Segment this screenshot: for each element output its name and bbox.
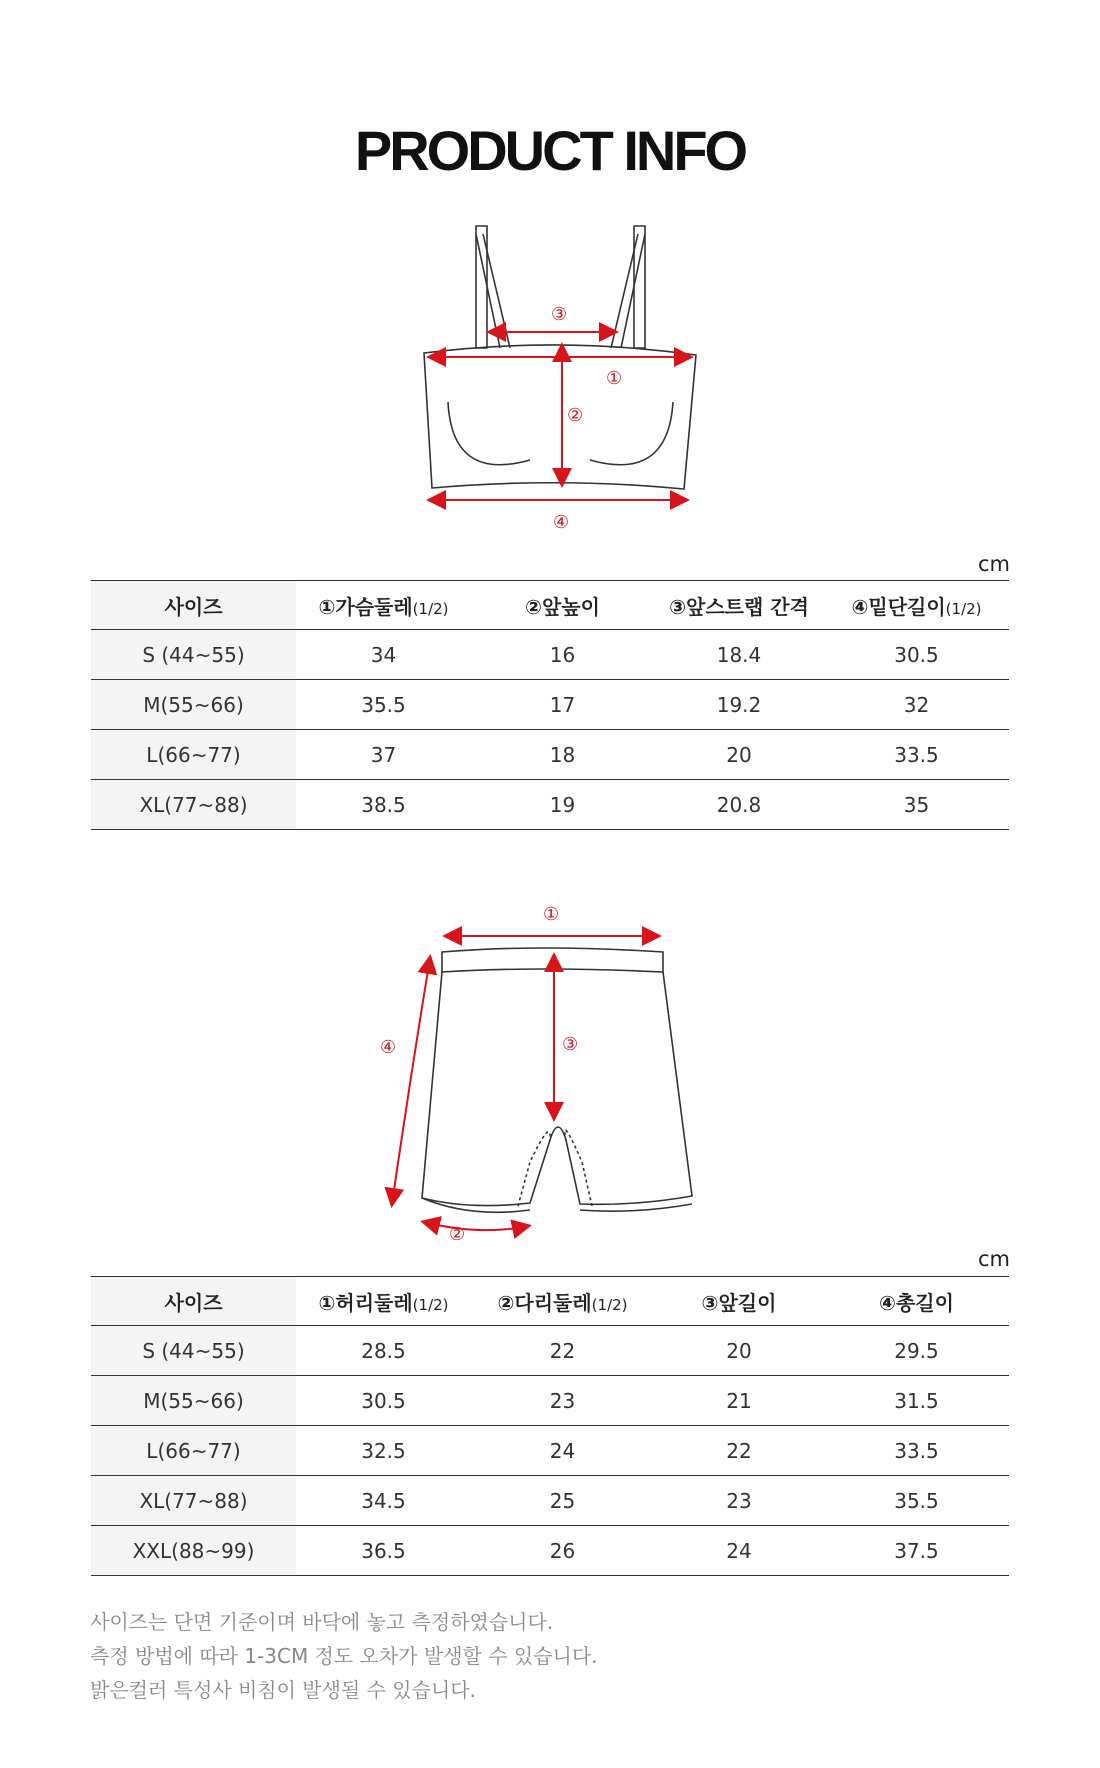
value-cell: 38.5 xyxy=(296,780,471,830)
size-cell: M(55~66) xyxy=(91,1376,296,1426)
value-cell: 36.5 xyxy=(296,1526,471,1576)
value-cell: 30.5 xyxy=(296,1376,471,1426)
value-cell: 35.5 xyxy=(824,1476,1009,1526)
value-cell: 20.8 xyxy=(654,780,824,830)
value-cell: 20 xyxy=(654,1326,824,1376)
value-cell: 28.5 xyxy=(296,1326,471,1376)
page-title: PRODUCT INFO xyxy=(354,119,746,182)
bottom-garment-diagram xyxy=(380,900,720,1240)
value-cell: 22 xyxy=(471,1326,654,1376)
value-cell: 22 xyxy=(654,1426,824,1476)
value-cell: 30.5 xyxy=(824,630,1009,680)
marker-3: ③ xyxy=(562,1034,579,1055)
header-cell: ③앞길이 xyxy=(654,1277,824,1326)
value-cell: 21 xyxy=(654,1376,824,1426)
value-cell: 23 xyxy=(471,1376,654,1426)
table-row xyxy=(91,1526,1009,1576)
marker-1: ① xyxy=(543,904,560,925)
table-row xyxy=(91,1326,1009,1376)
leg-arrow xyxy=(424,1222,528,1230)
marker-1: ① xyxy=(606,368,623,389)
value-cell: 37.5 xyxy=(824,1526,1009,1576)
table-header-row xyxy=(91,581,1009,630)
header-cell: ②앞높이 xyxy=(471,581,654,630)
value-cell: 17 xyxy=(471,680,654,730)
value-cell: 18.4 xyxy=(654,630,824,680)
value-cell: 32 xyxy=(824,680,1009,730)
top-measure-lines xyxy=(430,332,690,500)
table-row xyxy=(91,730,1009,780)
value-cell: 34.5 xyxy=(296,1476,471,1526)
value-cell: 35.5 xyxy=(296,680,471,730)
size-cell: XL(77~88) xyxy=(91,1476,296,1526)
value-cell: 37 xyxy=(296,730,471,780)
size-cell: L(66~77) xyxy=(91,1426,296,1476)
notes xyxy=(90,1605,598,1707)
value-cell: 34 xyxy=(296,630,471,680)
size-cell: S (44~55) xyxy=(91,1326,296,1376)
bottom-size-table xyxy=(91,1276,1009,1576)
value-cell: 26 xyxy=(471,1526,654,1576)
value-cell: 32.5 xyxy=(296,1426,471,1476)
header-cell: ①허리둘레(1/2) xyxy=(296,1277,471,1326)
value-cell: 24 xyxy=(654,1526,824,1576)
marker-2: ② xyxy=(567,405,584,426)
table-row xyxy=(91,1476,1009,1526)
shorts-outline xyxy=(422,948,692,1212)
header-cell: ④밑단길이(1/2) xyxy=(824,581,1009,630)
value-cell: 31.5 xyxy=(824,1376,1009,1426)
table-row xyxy=(91,1426,1009,1476)
value-cell: 18 xyxy=(471,730,654,780)
size-cell: M(55~66) xyxy=(91,680,296,730)
header-cell: 사이즈 xyxy=(91,1277,296,1326)
size-cell: XL(77~88) xyxy=(91,780,296,830)
value-cell: 35 xyxy=(824,780,1009,830)
value-cell: 19 xyxy=(471,780,654,830)
header-cell: ④총길이 xyxy=(824,1277,1009,1326)
unit-label: cm xyxy=(977,1247,1010,1271)
header-cell: ①가슴둘레(1/2) xyxy=(296,581,471,630)
marker-2: ② xyxy=(449,1224,466,1240)
value-cell: 33.5 xyxy=(824,730,1009,780)
value-cell: 33.5 xyxy=(824,1426,1009,1476)
value-cell: 29.5 xyxy=(824,1326,1009,1376)
value-cell: 16 xyxy=(471,630,654,680)
marker-3: ③ xyxy=(551,304,568,325)
value-cell: 24 xyxy=(471,1426,654,1476)
value-cell: 23 xyxy=(654,1476,824,1526)
value-cell: 19.2 xyxy=(654,680,824,730)
unit-label: cm xyxy=(977,552,1010,576)
size-cell: L(66~77) xyxy=(91,730,296,780)
top-size-table xyxy=(91,580,1009,830)
table-row xyxy=(91,630,1009,680)
size-cell: S (44~55) xyxy=(91,630,296,680)
note-line: 측정 방법에 따라 1-3CM 정도 오차가 발생할 수 있습니다. xyxy=(90,1644,598,1668)
header-cell: ③앞스트랩 간격 xyxy=(654,581,824,630)
value-cell: 20 xyxy=(654,730,824,780)
top-garment-diagram xyxy=(400,220,720,540)
table-header-row xyxy=(91,1277,1009,1326)
marker-4: ④ xyxy=(380,1037,397,1058)
note-line: 밝은컬러 특성사 비침이 발생될 수 있습니다. xyxy=(90,1678,476,1702)
table-row xyxy=(91,1376,1009,1426)
header-cell: 사이즈 xyxy=(91,581,296,630)
marker-4: ④ xyxy=(553,512,570,533)
value-cell: 25 xyxy=(471,1476,654,1526)
note-line: 사이즈는 단면 기준이며 바닥에 놓고 측정하였습니다. xyxy=(90,1610,554,1634)
header-cell: ②다리둘레(1/2) xyxy=(471,1277,654,1326)
size-cell: XXL(88~99) xyxy=(91,1526,296,1576)
table-row xyxy=(91,680,1009,730)
table-row xyxy=(91,780,1009,830)
